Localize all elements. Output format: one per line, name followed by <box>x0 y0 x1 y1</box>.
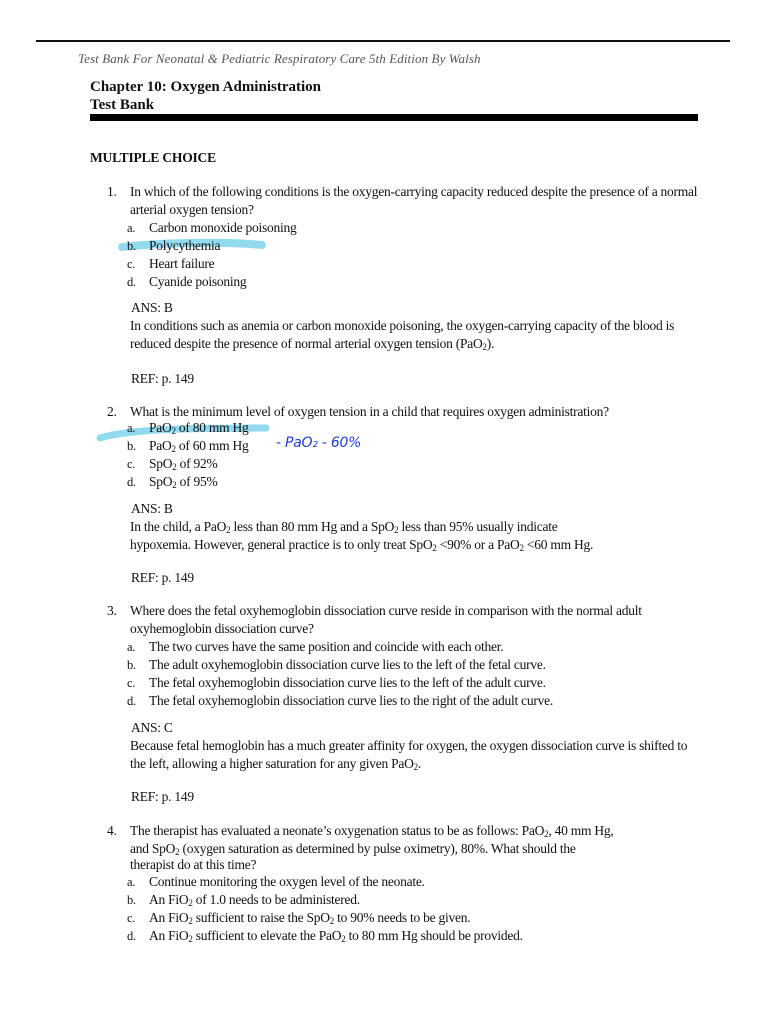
reference: REF: p. 149 <box>131 570 194 585</box>
top-rule <box>36 40 730 42</box>
question-text: The therapist has evaluated a neonate’s oxygenation status to be as follows: PaO$_2$, 40 mm Hg, <box>130 823 614 839</box>
rationale: In the child, a PaO$_2$ less than 80 mm Hg and a SpO$_2$ less than 95% usually indicate <box>130 519 558 535</box>
rationale: Because fetal hemoglobin has a much greater affinity for oxygen, the oxygen dissociation curve is shifted to the left, allowing a higher saturation for any given PaO$_2$. <box>130 738 688 772</box>
option-letter: d. <box>127 694 136 708</box>
section-heading: MULTIPLE CHOICE <box>90 150 216 165</box>
question-number: 3. <box>107 603 117 618</box>
reference: REF: p. 149 <box>131 789 194 804</box>
option-text: The adult oxyhemoglobin dissociation curve lies to the left of the fetal curve. <box>149 657 546 672</box>
option-text: SpO$_2$ of 92% <box>149 456 218 472</box>
option-letter: a. <box>127 421 136 435</box>
reference: REF: p. 149 <box>131 371 194 386</box>
option-text: Continue monitoring the oxygen level of the neonate. <box>149 874 425 889</box>
answer-key: ANS: B <box>131 501 173 516</box>
question-number: 4. <box>107 823 117 838</box>
option-letter: c. <box>127 911 136 925</box>
option-letter: c. <box>127 257 136 271</box>
option-text: The two curves have the same position and coincide with each other. <box>149 639 504 654</box>
question-text: Where does the fetal oxyhemoglobin dissociation curve reside in comparison with the normal adult oxyhemoglobin dissociation curve? <box>130 603 642 636</box>
option-letter: d. <box>127 929 136 943</box>
answer-key: ANS: C <box>131 720 173 735</box>
option-letter: b. <box>127 439 136 453</box>
option-letter: c. <box>127 457 136 471</box>
header-note: Test Bank For Neonatal & Pediatric Respiratory Care 5th Edition By Walsh <box>78 51 481 66</box>
option-letter: a. <box>127 221 136 235</box>
option-text: The fetal oxyhemoglobin dissociation curve lies to the right of the adult curve. <box>149 693 554 708</box>
option-text: An FiO$_2$ of 1.0 needs to be administered. <box>149 892 360 908</box>
option-text: PaO$_2$ of 80 mm Hg <box>149 420 249 436</box>
question-text: In which of the following conditions is the oxygen-carrying capacity reduced despite the presence of a normal arterial oxygen tension? <box>130 184 698 217</box>
rationale: In conditions such as anemia or carbon monoxide poisoning, the oxygen-carrying capacity of the blood is reduced despite the presence of normal arterial oxygen tension (PaO$_2$). <box>130 318 675 352</box>
option-letter: b. <box>127 658 136 672</box>
option-letter: d. <box>127 475 136 489</box>
handwritten-note: - PaO₂ - 60% <box>276 435 362 451</box>
rationale: hypoxemia. However, general practice is to only treat SpO$_2$ <90% or a PaO$_2$ <60 mm Hg. <box>130 537 594 553</box>
option-text: Heart failure <box>149 256 215 271</box>
answer-key: ANS: B <box>131 300 173 315</box>
question-number: 1. <box>107 184 117 199</box>
option-text: Cyanide poisoning <box>149 274 247 289</box>
option-text: The fetal oxyhemoglobin dissociation curve lies to the left of the adult curve. <box>149 675 546 690</box>
question-text: and SpO$_2$ (oxygen saturation as determined by pulse oximetry), 80%. What should the <box>130 841 576 857</box>
test-bank-title: Test Bank <box>90 97 155 113</box>
option-text: An FiO$_2$ sufficient to raise the SpO$_2$ to 90% needs to be given. <box>149 910 471 926</box>
question-text: What is the minimum level of oxygen tension in a child that requires oxygen administration? <box>130 404 609 419</box>
option-text: SpO$_2$ of 95% <box>149 474 218 490</box>
question-number: 2. <box>107 404 117 419</box>
option-letter: a. <box>127 875 136 889</box>
option-letter: a. <box>127 640 136 654</box>
question-text: therapist do at this time? <box>130 857 257 872</box>
option-text: PaO$_2$ of 60 mm Hg <box>149 438 249 454</box>
option-letter: c. <box>127 676 136 690</box>
option-letter: b. <box>127 893 136 907</box>
option-text: Carbon monoxide poisoning <box>149 220 297 235</box>
option-letter: d. <box>127 275 136 289</box>
chapter-title: Chapter 10: Oxygen Administration <box>90 79 321 95</box>
option-text: Polycythemia <box>149 238 221 253</box>
option-text: An FiO$_2$ sufficient to elevate the PaO$_2$ to 80 mm Hg should be provided. <box>149 928 523 944</box>
title-rule <box>90 114 698 121</box>
option-letter: b. <box>127 239 136 253</box>
